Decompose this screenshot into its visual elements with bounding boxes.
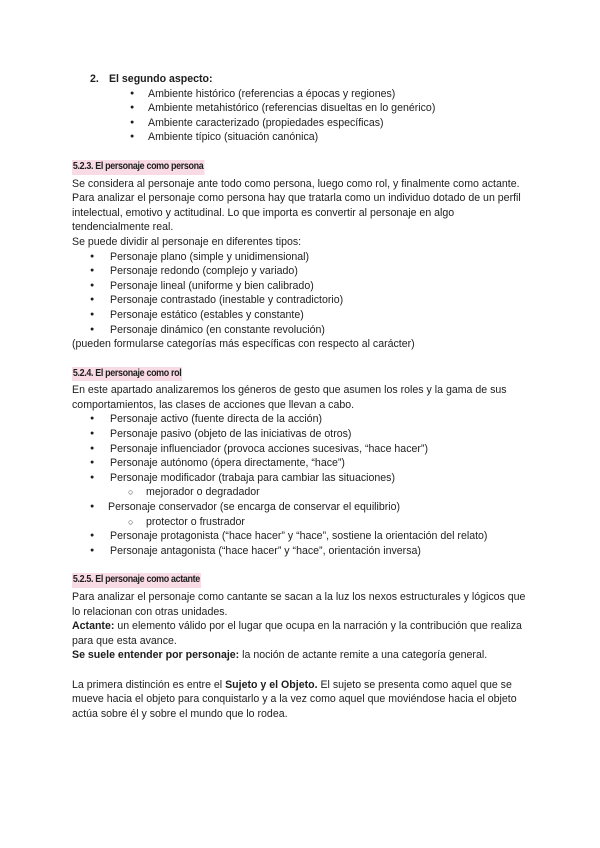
list-item: ● Personaje lineal (uniforme y bien calibrado) <box>72 279 532 294</box>
note: (pueden formularse categorías más específicas con respecto al carácter) <box>72 338 415 351</box>
list-item: ● Personaje influenciador (provoca acciones sucesivas, “hace hacer”) <box>72 442 532 457</box>
paragraph: Se puede dividir al personaje en diferentes tipos: <box>72 235 302 248</box>
actante-text: un elemento válido por el lugar que ocupa en la narración y la contribución que realiza para que esta avance. <box>72 620 522 647</box>
suele-label: Se suele entender por personaje: <box>72 649 240 662</box>
list-item: ● Personaje redondo (complejo y variado) <box>72 264 532 279</box>
paragraph: Para analizar el personaje como cantante se sacan a la luz los nexos estructurales y lógicos que lo relacionan con otras unidades. <box>72 591 526 618</box>
list-item: ● Personaje antagonista (“hace hacer” y “hace”, orientación inversa) <box>72 544 532 559</box>
aspect-2-number: 2. <box>90 73 99 85</box>
sub-list-item: ○ protector o frustrador <box>72 515 532 530</box>
list-item: ● Ambiente típico (situación canónica) <box>72 130 532 145</box>
section-heading: 5.2.5. El personaje como actante <box>72 573 201 588</box>
aspect-2-title: El segundo aspecto: <box>108 73 213 85</box>
list-item: ● Personaje dinámico (en constante revolución) <box>72 323 532 338</box>
sub-list-item: ○ mejorador o degradador <box>72 485 532 500</box>
list-item: ● Personaje modificador (trabaja para cambiar las situaciones) <box>72 471 532 486</box>
final-bold: Sujeto y el Objeto. <box>225 678 318 691</box>
suele-definition <box>72 648 532 663</box>
suele-text: la noción de actante remite a una categoría general. <box>239 649 488 662</box>
paragraph: Se considera al personaje ante todo como persona, luego como rol, y finalmente como actante. <box>72 177 520 190</box>
final-text-b: El sujeto se presenta como aquel que se mueve hacia el objeto para conquistarlo y a la vez como aquel que moviéndose hacia el objeto actúa sobre él y sobre el mundo que lo rodea. <box>72 678 517 720</box>
final-text-a: La primera distinción es entre el <box>72 678 226 691</box>
personaje-types-list <box>72 250 532 338</box>
list-item: ● Ambiente metahistórico (referencias disueltas en lo genérico) <box>72 101 532 116</box>
aspect-2-block <box>90 72 532 87</box>
paragraph: Para analizar el personaje como persona hay que tratarla como un individuo dotado de un perfil intelectual, emotivo y actitudinal. Lo que importa es convertir al personaje en algo tendencialmente real. <box>72 192 521 234</box>
list-item: ● Personaje pasivo (objeto de las iniciativas de otros) <box>72 427 532 442</box>
actante-definition <box>72 619 532 648</box>
list-item: ● Personaje estático (estables y constante) <box>72 308 532 323</box>
section-heading: 5.2.3. El personaje como persona <box>72 160 204 175</box>
paragraph: En este apartado analizaremos los géneros de gesto que asumen los roles y la gama de sus comportamientos, las clases de acciones que llevan a cabo. <box>72 384 507 411</box>
list-item: ● Personaje plano (simple y unidimensional) <box>72 250 532 265</box>
list-item: ● Ambiente caracterizado (propiedades específicas) <box>72 116 532 131</box>
list-item: ● Personaje conservador (se encarga de conservar el equilibrio) <box>72 500 532 515</box>
actante-label: Actante: <box>72 620 115 633</box>
section-5-2-4 <box>72 366 532 559</box>
section-heading: 5.2.4. El personaje como rol <box>72 367 182 382</box>
section-5-2-3 <box>72 159 532 352</box>
list-item: ● Ambiente histórico (referencias a épocas y regiones) <box>72 87 532 102</box>
list-item: ● Personaje contrastado (inestable y contradictorio) <box>72 293 532 308</box>
section-5-2-5 <box>72 572 532 721</box>
list-item: ● Personaje autónomo (ópera directamente, “hace”) <box>72 456 532 471</box>
list-item: ● Personaje activo (fuente directa de la acción) <box>72 412 532 427</box>
list-item: ● Personaje protagonista (“hace hacer” y “hace”, sostiene la orientación del relato) <box>72 529 532 544</box>
roles-list <box>72 412 532 558</box>
final-paragraph <box>72 678 532 722</box>
aspect-2-list <box>72 87 532 145</box>
document-page <box>72 72 532 721</box>
aspect-2-title-line <box>90 72 532 87</box>
